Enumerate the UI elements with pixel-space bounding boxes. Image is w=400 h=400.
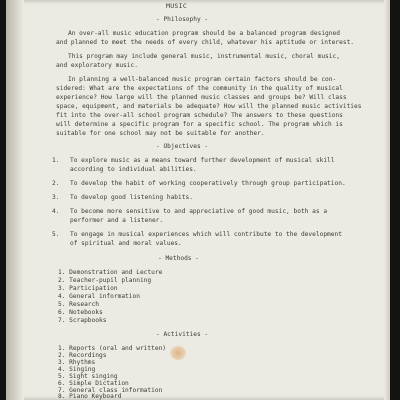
objective-number: 3. [52,194,60,201]
objectives-heading: - Objectives - [156,143,209,150]
binding-shadow [6,0,24,400]
philosophy-heading: - Philosophy - [156,16,209,23]
method-item: 5. Research [58,301,99,308]
method-item: 1. Demonstration and Lecture [58,269,163,276]
objective-line: To explore music as a means toward further development of musical skill [70,157,335,164]
method-item: 7. Scrapbooks [58,317,107,324]
activity-item: 1. Reports (oral and written) [58,345,167,352]
objective-number: 4. [52,208,60,215]
philosophy-line: will determine a specific program for a specific school. The program which is [56,121,343,128]
method-item: 6. Notebooks [58,309,103,316]
philosophy-line: suitable for one school may not be suitable for another. [56,130,265,137]
objective-number: 2. [52,180,60,187]
objective-number: 5. [52,231,60,238]
objective-line: of spiritual and moral values. [70,240,182,247]
philosophy-line: fit into the over-all school program schedule? The answers to these questions [56,112,343,119]
philosophy-line: sidered: What are the expectations of the community in the quality of musical [56,85,343,92]
philosophy-line: This program may include general music, instrumental music, choral music, [68,53,340,60]
philosophy-line: and exploratory music. [56,62,138,69]
activity-item: 2. Recordings [58,352,107,359]
objective-number: 1. [52,157,60,164]
document-page [6,0,390,400]
objective-line: according to individual abilities. [70,166,197,173]
activity-item: 4. Singing [58,366,96,373]
philosophy-line: and planned to meet the needs of every child, whatever his aptitude or interest. [56,39,355,46]
objective-line: To develop good listening habits. [70,194,193,201]
activity-item: 8. Piano Keyboard [58,393,122,400]
philosophy-line: In planning a well-balanced music program certain factors should be con- [68,76,337,83]
method-item: 4. General information [58,293,140,300]
page-edge [384,0,390,400]
methods-heading: - Methods - [158,255,199,262]
page-title: MUSIC [166,2,188,10]
philosophy-line: An over-all music education program should be a balanced program designed [68,30,340,37]
objective-line: To engage in musical experiences which will contribute to the development [70,231,342,238]
activities-heading: - Activities - [156,331,209,338]
objective-line: To become more sensitive to and appreciative of good music, both as a [70,208,328,215]
objective-line: performer and a listener. [70,217,164,224]
method-item: 3. Participation [58,285,118,292]
activity-item: 6. Simple Dictation [58,380,129,387]
activity-item: 3. Rhythms [58,359,96,366]
objective-line: To develop the habit of working cooperatively through group participation. [70,180,346,187]
activity-item: 5. Sight singing [58,373,118,380]
philosophy-line: space, equipment, and materials be adequate? How will the planned music activities [56,103,362,110]
stain-mark [170,346,186,360]
philosophy-line: experience? How large will the planned music classes and groups be? Will class [56,94,347,101]
activity-item: 7. General class information [58,387,163,394]
method-item: 2. Teacher-pupil planning [58,277,152,284]
